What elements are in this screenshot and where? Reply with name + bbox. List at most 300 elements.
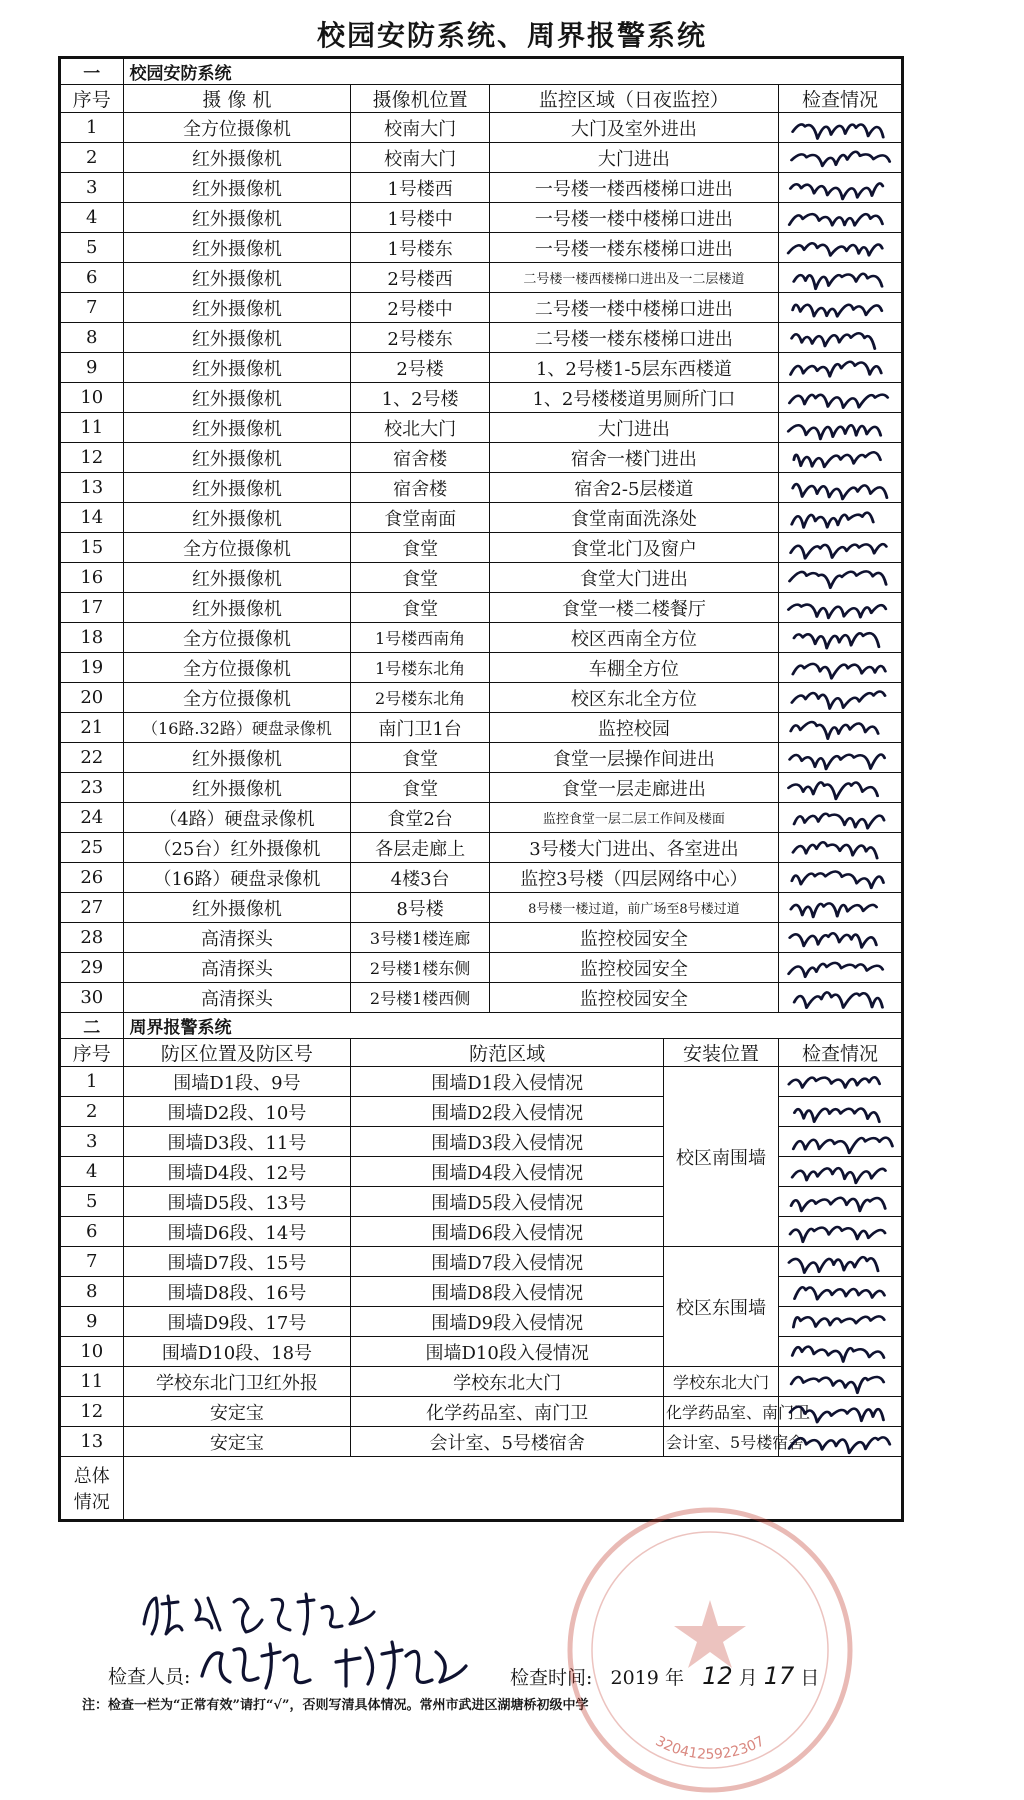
row-index: 2 bbox=[61, 1097, 124, 1127]
row-index: 11 bbox=[61, 1367, 124, 1397]
row-index: 10 bbox=[61, 1337, 124, 1367]
sec1-check-cell bbox=[779, 743, 902, 773]
camera-type: 红外摄像机 bbox=[123, 893, 351, 923]
check-signature bbox=[779, 144, 901, 171]
section1-row bbox=[61, 953, 902, 983]
section1-row bbox=[61, 743, 902, 773]
section2-column-headers bbox=[61, 1039, 902, 1067]
check-signature bbox=[779, 234, 901, 261]
sec1-check-cell bbox=[779, 563, 902, 593]
monitor-area: 监控食堂一层二层工作间及楼面 bbox=[489, 803, 778, 833]
sec1-check-cell bbox=[779, 173, 902, 203]
camera-position: 1号楼东北角 bbox=[351, 653, 489, 683]
monitor-area: 校区东北全方位 bbox=[489, 683, 778, 713]
row-index: 16 bbox=[61, 563, 124, 593]
sec1-check-cell bbox=[779, 353, 902, 383]
sec2-check-cell bbox=[779, 1397, 902, 1427]
row-index: 8 bbox=[61, 323, 124, 353]
sec1-check-cell bbox=[779, 383, 902, 413]
summary-content bbox=[123, 1457, 901, 1520]
section1-row bbox=[61, 203, 902, 233]
check-signature bbox=[779, 204, 901, 231]
camera-position: 校南大门 bbox=[351, 113, 489, 143]
camera-position: 食堂 bbox=[351, 563, 489, 593]
camera-type: 全方位摄像机 bbox=[123, 533, 351, 563]
section1-row bbox=[61, 473, 902, 503]
camera-type: 红外摄像机 bbox=[123, 773, 351, 803]
camera-position: 1号楼东 bbox=[351, 233, 489, 263]
row-index: 19 bbox=[61, 653, 124, 683]
sec2-check-cell bbox=[779, 1127, 902, 1157]
row-index: 27 bbox=[61, 893, 124, 923]
camera-type: （25台）红外摄像机 bbox=[123, 833, 351, 863]
camera-type: （4路）硬盘录像机 bbox=[123, 803, 351, 833]
inspection-time bbox=[510, 1662, 819, 1690]
camera-position: 食堂 bbox=[351, 773, 489, 803]
zone-position: 围墙D9段、17号 bbox=[123, 1307, 351, 1337]
row-index: 9 bbox=[61, 1307, 124, 1337]
monitor-area: 二号楼一楼西楼梯口进出及一二层楼道 bbox=[489, 263, 778, 293]
check-signature bbox=[779, 714, 901, 741]
camera-type: 红外摄像机 bbox=[123, 743, 351, 773]
zone-position: 围墙D6段、14号 bbox=[123, 1217, 351, 1247]
camera-type: 红外摄像机 bbox=[123, 473, 351, 503]
row-index: 5 bbox=[61, 233, 124, 263]
zone-position: 围墙D7段、15号 bbox=[123, 1247, 351, 1277]
time-year: 2019 bbox=[610, 1667, 659, 1689]
summary-handwriting bbox=[138, 1590, 398, 1640]
section1-row bbox=[61, 803, 902, 833]
inspection-table bbox=[60, 58, 902, 1520]
sec2-check-cell bbox=[779, 1307, 902, 1337]
sec1-check-cell bbox=[779, 713, 902, 743]
section2-header-row bbox=[61, 1013, 902, 1039]
check-signature bbox=[779, 1248, 901, 1275]
install-location: 校区东围墙 bbox=[664, 1247, 779, 1367]
camera-position: 1、2号楼 bbox=[351, 383, 489, 413]
camera-type: 红外摄像机 bbox=[123, 143, 351, 173]
protected-area: 围墙D1段入侵情况 bbox=[351, 1067, 664, 1097]
zone-position: 安定宝 bbox=[123, 1397, 351, 1427]
row-index: 4 bbox=[61, 203, 124, 233]
section2-row bbox=[61, 1367, 902, 1397]
inspector-signatures bbox=[196, 1636, 486, 1694]
monitor-area: 监控校园安全 bbox=[489, 923, 778, 953]
monitor-area: 监控校园 bbox=[489, 713, 778, 743]
row-index: 10 bbox=[61, 383, 124, 413]
sec1-check-cell bbox=[779, 593, 902, 623]
camera-type: 红外摄像机 bbox=[123, 173, 351, 203]
section1-row bbox=[61, 533, 902, 563]
row-index: 11 bbox=[61, 413, 124, 443]
section1-row bbox=[61, 383, 902, 413]
monitor-area: 二号楼一楼中楼梯口进出 bbox=[489, 293, 778, 323]
sec1-check-cell bbox=[779, 323, 902, 353]
check-signature bbox=[779, 894, 901, 921]
section1-row bbox=[61, 503, 902, 533]
row-index: 3 bbox=[61, 1127, 124, 1157]
section2-row bbox=[61, 1067, 902, 1097]
check-signature bbox=[779, 564, 901, 591]
monitor-area: 食堂一层走廊进出 bbox=[489, 773, 778, 803]
protected-area: 学校东北大门 bbox=[351, 1367, 664, 1397]
sec1-check-cell bbox=[779, 833, 902, 863]
time-month: 12 bbox=[702, 1662, 733, 1690]
check-signature bbox=[779, 1188, 901, 1215]
section1-title: 校园安防系统 bbox=[123, 59, 901, 85]
check-signature bbox=[779, 174, 901, 201]
check-signature bbox=[779, 834, 901, 861]
monitor-area: 一号楼一楼东楼梯口进出 bbox=[489, 233, 778, 263]
check-signature bbox=[779, 864, 901, 891]
seal-code bbox=[653, 1733, 768, 1762]
section1-row bbox=[61, 593, 902, 623]
section1-row bbox=[61, 113, 902, 143]
section1-row bbox=[61, 353, 902, 383]
inspection-sheet bbox=[58, 56, 904, 1522]
monitor-area: 一号楼一楼中楼梯口进出 bbox=[489, 203, 778, 233]
camera-position: 各层走廊上 bbox=[351, 833, 489, 863]
row-index: 20 bbox=[61, 683, 124, 713]
section1-header-row bbox=[61, 59, 902, 85]
time-day-unit: 日 bbox=[800, 1667, 820, 1689]
protected-area: 围墙D7段入侵情况 bbox=[351, 1247, 664, 1277]
camera-position: 2号楼东 bbox=[351, 323, 489, 353]
sec1-check-cell bbox=[779, 863, 902, 893]
sec2-check-cell bbox=[779, 1157, 902, 1187]
sec1-check-cell bbox=[779, 293, 902, 323]
section2-row bbox=[61, 1397, 902, 1427]
camera-position: 宿舍楼 bbox=[351, 473, 489, 503]
sec1-check-cell bbox=[779, 953, 902, 983]
school-seal bbox=[560, 1500, 860, 1800]
col-header-position: 摄像机位置 bbox=[351, 85, 489, 113]
camera-type: 全方位摄像机 bbox=[123, 653, 351, 683]
sec2-check-cell bbox=[779, 1067, 902, 1097]
zone-position: 围墙D2段、10号 bbox=[123, 1097, 351, 1127]
row-index: 3 bbox=[61, 173, 124, 203]
check-signature bbox=[779, 1338, 901, 1365]
sec1-check-cell bbox=[779, 773, 902, 803]
section1-row bbox=[61, 263, 902, 293]
time-label: 检查时间: bbox=[510, 1667, 593, 1689]
sec2-check-cell bbox=[779, 1367, 902, 1397]
check-signature bbox=[779, 504, 901, 531]
sec1-check-cell bbox=[779, 263, 902, 293]
section1-row bbox=[61, 893, 902, 923]
protected-area: 围墙D8段入侵情况 bbox=[351, 1277, 664, 1307]
install-location: 会计室、5号楼宿舍 bbox=[664, 1427, 779, 1457]
col-header-check: 检查情况 bbox=[779, 1039, 902, 1067]
check-signature bbox=[779, 1308, 901, 1335]
footer-note: 注：检查一栏为“正常有效”请打“√”，否则写清具体情况。常州市武进区湖塘桥初级中学 bbox=[82, 1698, 589, 1713]
camera-type: 红外摄像机 bbox=[123, 353, 351, 383]
row-index: 13 bbox=[61, 473, 124, 503]
camera-position: 2号楼西 bbox=[351, 263, 489, 293]
row-index: 8 bbox=[61, 1277, 124, 1307]
camera-position: 2号楼1楼西侧 bbox=[351, 983, 489, 1013]
monitor-area: 8号楼一楼过道，前广场至8号楼过道 bbox=[489, 893, 778, 923]
sec1-check-cell bbox=[779, 203, 902, 233]
row-index: 24 bbox=[61, 803, 124, 833]
seal-code-path: 3204125922307 bbox=[652, 1733, 768, 1763]
sec1-check-cell bbox=[779, 443, 902, 473]
row-index: 1 bbox=[61, 113, 124, 143]
check-signature bbox=[779, 1098, 901, 1125]
zone-position: 围墙D4段、12号 bbox=[123, 1157, 351, 1187]
install-location: 化学药品室、南门卫 bbox=[664, 1397, 779, 1427]
section2-row bbox=[61, 1247, 902, 1277]
monitor-area: 食堂一楼二楼餐厅 bbox=[489, 593, 778, 623]
time-year-unit: 年 bbox=[664, 1667, 684, 1689]
row-index: 2 bbox=[61, 143, 124, 173]
check-signature bbox=[779, 294, 901, 321]
col-header-index: 序号 bbox=[61, 85, 124, 113]
row-index: 1 bbox=[61, 1067, 124, 1097]
check-signature bbox=[779, 1218, 901, 1245]
camera-position: 校北大门 bbox=[351, 413, 489, 443]
monitor-area: 3号楼大门进出、各室进出 bbox=[489, 833, 778, 863]
section1-row bbox=[61, 323, 902, 353]
sec1-check-cell bbox=[779, 923, 902, 953]
camera-position: 4楼3台 bbox=[351, 863, 489, 893]
camera-type: 红外摄像机 bbox=[123, 293, 351, 323]
col-header-zone: 防区位置及防区号 bbox=[123, 1039, 351, 1067]
check-signature bbox=[779, 594, 901, 621]
monitor-area: 宿舍2-5层楼道 bbox=[489, 473, 778, 503]
sec1-check-cell bbox=[779, 113, 902, 143]
camera-type: 红外摄像机 bbox=[123, 203, 351, 233]
camera-position: 1号楼西南角 bbox=[351, 623, 489, 653]
section2-number: 二 bbox=[61, 1013, 124, 1039]
row-index: 4 bbox=[61, 1157, 124, 1187]
monitor-area: 大门进出 bbox=[489, 413, 778, 443]
summary-row bbox=[61, 1457, 902, 1520]
sec1-check-cell bbox=[779, 623, 902, 653]
sec1-check-cell bbox=[779, 653, 902, 683]
monitor-area: 食堂大门进出 bbox=[489, 563, 778, 593]
sec2-check-cell bbox=[779, 1247, 902, 1277]
sec1-check-cell bbox=[779, 473, 902, 503]
section1-row bbox=[61, 653, 902, 683]
section1-number: 一 bbox=[61, 59, 124, 85]
col-header-install: 安装位置 bbox=[664, 1039, 779, 1067]
check-signature bbox=[779, 474, 901, 501]
row-index: 12 bbox=[61, 1397, 124, 1427]
camera-position: 校南大门 bbox=[351, 143, 489, 173]
protected-area: 围墙D3段入侵情况 bbox=[351, 1127, 664, 1157]
sec1-check-cell bbox=[779, 503, 902, 533]
camera-type: 红外摄像机 bbox=[123, 263, 351, 293]
zone-position: 围墙D1段、9号 bbox=[123, 1067, 351, 1097]
camera-type: 红外摄像机 bbox=[123, 593, 351, 623]
sec2-check-cell bbox=[779, 1217, 902, 1247]
sec2-check-cell bbox=[779, 1187, 902, 1217]
section2-title: 周界报警系统 bbox=[123, 1013, 901, 1039]
camera-type: 全方位摄像机 bbox=[123, 683, 351, 713]
check-signature bbox=[779, 1398, 901, 1425]
section1-row bbox=[61, 143, 902, 173]
sec1-check-cell bbox=[779, 413, 902, 443]
zone-position: 围墙D8段、16号 bbox=[123, 1277, 351, 1307]
monitor-area: 监控3号楼（四层网络中心） bbox=[489, 863, 778, 893]
col-header-camera: 摄 像 机 bbox=[123, 85, 351, 113]
check-signature bbox=[779, 264, 901, 291]
section1-row bbox=[61, 683, 902, 713]
section1-row bbox=[61, 833, 902, 863]
check-signature bbox=[779, 414, 901, 441]
row-index: 18 bbox=[61, 623, 124, 653]
monitor-area: 二号楼一楼东楼梯口进出 bbox=[489, 323, 778, 353]
camera-position: 2号楼 bbox=[351, 353, 489, 383]
sec1-check-cell bbox=[779, 233, 902, 263]
section1-row bbox=[61, 173, 902, 203]
row-index: 28 bbox=[61, 923, 124, 953]
sec2-check-cell bbox=[779, 1427, 902, 1457]
protected-area: 会计室、5号楼宿舍 bbox=[351, 1427, 664, 1457]
monitor-area: 大门及室外进出 bbox=[489, 113, 778, 143]
section1-row bbox=[61, 413, 902, 443]
check-signature bbox=[779, 684, 901, 711]
row-index: 29 bbox=[61, 953, 124, 983]
check-signature bbox=[779, 744, 901, 771]
zone-position: 学校东北门卫红外报 bbox=[123, 1367, 351, 1397]
sec2-check-cell bbox=[779, 1337, 902, 1367]
row-index: 12 bbox=[61, 443, 124, 473]
monitor-area: 1、2号楼楼道男厕所门口 bbox=[489, 383, 778, 413]
sec1-check-cell bbox=[779, 533, 902, 563]
row-index: 30 bbox=[61, 983, 124, 1013]
check-signature bbox=[779, 1158, 901, 1185]
zone-position: 围墙D10段、18号 bbox=[123, 1337, 351, 1367]
sec1-check-cell bbox=[779, 143, 902, 173]
row-index: 21 bbox=[61, 713, 124, 743]
summary-label-line2: 情况 bbox=[73, 1492, 110, 1513]
check-signature bbox=[779, 114, 901, 141]
row-index: 23 bbox=[61, 773, 124, 803]
monitor-area: 食堂北门及窗户 bbox=[489, 533, 778, 563]
camera-position: 8号楼 bbox=[351, 893, 489, 923]
check-signature bbox=[779, 324, 901, 351]
camera-position: 食堂 bbox=[351, 533, 489, 563]
camera-position: 1号楼西 bbox=[351, 173, 489, 203]
col-header-check: 检查情况 bbox=[779, 85, 902, 113]
time-month-unit: 月 bbox=[738, 1667, 758, 1689]
protected-area: 围墙D4段入侵情况 bbox=[351, 1157, 664, 1187]
monitor-area: 食堂南面洗涤处 bbox=[489, 503, 778, 533]
camera-type: 全方位摄像机 bbox=[123, 113, 351, 143]
check-signature bbox=[779, 1068, 901, 1095]
document-title: 校园安防系统、周界报警系统 bbox=[316, 19, 707, 52]
monitor-area: 食堂一层操作间进出 bbox=[489, 743, 778, 773]
camera-type: 红外摄像机 bbox=[123, 323, 351, 353]
camera-type: 全方位摄像机 bbox=[123, 623, 351, 653]
camera-type: 红外摄像机 bbox=[123, 413, 351, 443]
section1-row bbox=[61, 293, 902, 323]
row-index: 9 bbox=[61, 353, 124, 383]
check-signature bbox=[779, 444, 901, 471]
check-signature bbox=[779, 804, 901, 831]
check-signature bbox=[779, 1368, 901, 1395]
col-header-area: 防范区域 bbox=[351, 1039, 664, 1067]
seal-star-icon bbox=[674, 1600, 746, 1668]
section2-row bbox=[61, 1427, 902, 1457]
summary-label-line1: 总体 bbox=[73, 1466, 110, 1487]
camera-type: （16路.32路）硬盘录像机 bbox=[123, 713, 351, 743]
sec1-check-cell bbox=[779, 983, 902, 1013]
protected-area: 化学药品室、南门卫 bbox=[351, 1397, 664, 1427]
check-signature bbox=[779, 1278, 901, 1305]
protected-area: 围墙D10段入侵情况 bbox=[351, 1337, 664, 1367]
summary-label bbox=[61, 1457, 124, 1520]
install-location: 学校东北大门 bbox=[664, 1367, 779, 1397]
monitor-area: 监控校园安全 bbox=[489, 983, 778, 1013]
check-signature bbox=[779, 534, 901, 561]
sec1-check-cell bbox=[779, 683, 902, 713]
check-signature bbox=[779, 384, 901, 411]
monitor-area: 宿舍一楼门进出 bbox=[489, 443, 778, 473]
camera-type: 红外摄像机 bbox=[123, 443, 351, 473]
check-signature bbox=[779, 624, 901, 651]
check-signature bbox=[779, 354, 901, 381]
check-signature bbox=[779, 654, 901, 681]
camera-type: 高清探头 bbox=[123, 953, 351, 983]
section1-row bbox=[61, 233, 902, 263]
row-index: 6 bbox=[61, 263, 124, 293]
section1-row bbox=[61, 983, 902, 1013]
zone-position: 围墙D3段、11号 bbox=[123, 1127, 351, 1157]
camera-position: 食堂 bbox=[351, 593, 489, 623]
camera-position: 南门卫1台 bbox=[351, 713, 489, 743]
row-index: 25 bbox=[61, 833, 124, 863]
inspector-label: 检查人员: bbox=[108, 1666, 191, 1688]
camera-position: 食堂2台 bbox=[351, 803, 489, 833]
sec1-check-cell bbox=[779, 803, 902, 833]
install-location: 校区南围墙 bbox=[664, 1067, 779, 1247]
monitor-area: 1、2号楼1-5层东西楼道 bbox=[489, 353, 778, 383]
col-header-index: 序号 bbox=[61, 1039, 124, 1067]
table-body bbox=[61, 59, 902, 1520]
check-signature bbox=[779, 774, 901, 801]
section1-row bbox=[61, 713, 902, 743]
monitor-area: 校区西南全方位 bbox=[489, 623, 778, 653]
check-signature bbox=[779, 1128, 901, 1155]
camera-position: 食堂南面 bbox=[351, 503, 489, 533]
check-signature bbox=[779, 954, 901, 981]
protected-area: 围墙D2段入侵情况 bbox=[351, 1097, 664, 1127]
protected-area: 围墙D5段入侵情况 bbox=[351, 1187, 664, 1217]
row-index: 13 bbox=[61, 1427, 124, 1457]
monitor-area: 大门进出 bbox=[489, 143, 778, 173]
camera-position: 2号楼东北角 bbox=[351, 683, 489, 713]
col-header-area: 监控区域（日夜监控） bbox=[489, 85, 778, 113]
row-index: 14 bbox=[61, 503, 124, 533]
camera-position: 1号楼中 bbox=[351, 203, 489, 233]
protected-area: 围墙D9段入侵情况 bbox=[351, 1307, 664, 1337]
row-index: 6 bbox=[61, 1217, 124, 1247]
section1-row bbox=[61, 773, 902, 803]
camera-type: 红外摄像机 bbox=[123, 563, 351, 593]
section1-row bbox=[61, 623, 902, 653]
camera-type: 高清探头 bbox=[123, 983, 351, 1013]
row-index: 7 bbox=[61, 293, 124, 323]
section1-row bbox=[61, 923, 902, 953]
zone-position: 围墙D5段、13号 bbox=[123, 1187, 351, 1217]
sec2-check-cell bbox=[779, 1097, 902, 1127]
row-index: 26 bbox=[61, 863, 124, 893]
section1-column-headers bbox=[61, 85, 902, 113]
section1-row bbox=[61, 863, 902, 893]
